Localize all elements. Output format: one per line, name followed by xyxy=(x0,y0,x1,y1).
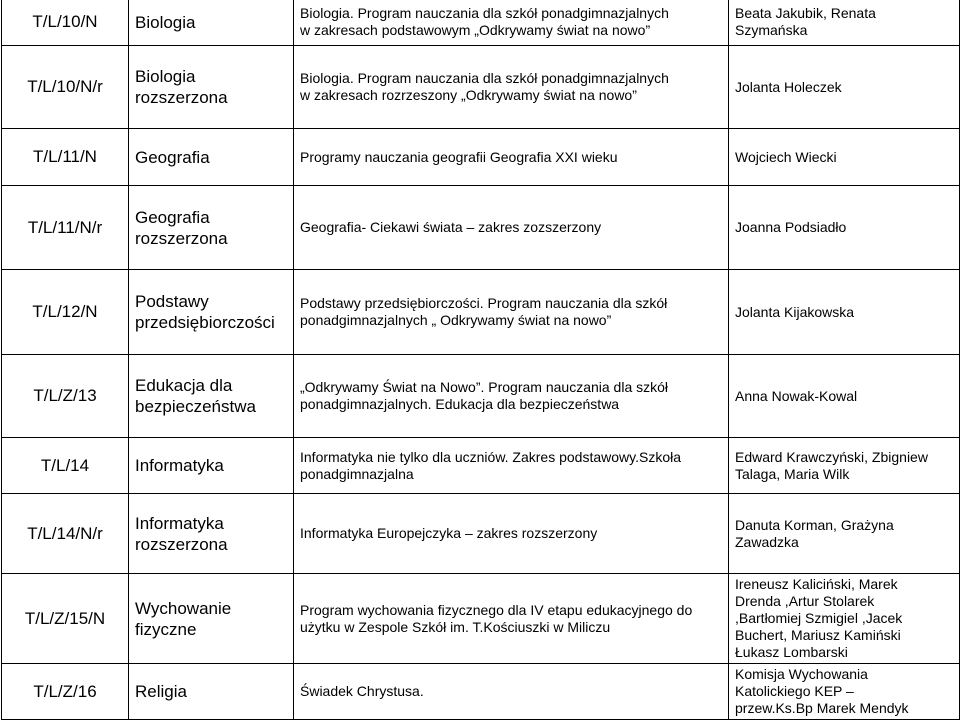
authors-cell xyxy=(729,574,960,664)
table-row xyxy=(2,46,960,129)
program-code: T/L/12/N xyxy=(32,302,98,321)
table-row xyxy=(2,438,960,494)
program-code: T/L/Z/15/N xyxy=(24,608,106,628)
program-title-cell xyxy=(294,438,729,494)
authors-cell xyxy=(729,355,960,438)
table-row xyxy=(2,494,960,574)
program-authors: Wojciech Wiecki xyxy=(735,148,837,165)
subject-cell xyxy=(129,574,294,664)
program-title: Biologia. Program nauczania dla szkół ponadgimnazjalnych w zakresach rozrzeszony „Odkrywamy świat na nowo” xyxy=(300,70,669,103)
program-authors: Jolanta Holeczek xyxy=(735,78,842,95)
subject-name: Podstawy przedsiębiorczości xyxy=(135,292,275,332)
program-title: Informatyka nie tylko dla uczniów. Zakres podstawowy.Szkoła ponadgimnazjalna xyxy=(300,448,682,482)
program-code: T/L/Z/13 xyxy=(33,386,97,405)
table-row xyxy=(2,574,960,664)
program-title: Informatyka Europejczyka – zakres rozszerzony xyxy=(300,525,598,541)
program-title: Świadek Chrystusa. xyxy=(300,683,424,699)
program-title-cell xyxy=(294,129,729,186)
program-code-cell xyxy=(2,355,129,438)
program-title: „Odkrywamy Świat na Nowo”. Program nauczania dla szkół ponadgimnazjalnych. Edukacja dla bezpieczeństwa xyxy=(300,379,669,412)
program-title-cell xyxy=(294,355,729,438)
program-authors: Ireneusz Kaliciński, Marek Drenda ,Artur Stolarek ,Bartłomiej Szmigiel ,Jacek Buchert, Mariusz Kamiński Łukasz Lombarski xyxy=(735,576,903,660)
subject-name: Geografia xyxy=(135,147,210,167)
subject-name: Informatyka rozszerzona xyxy=(135,513,228,554)
authors-cell xyxy=(729,664,960,720)
program-title: Program wychowania fizycznego dla IV etapu edukacyjnego do użytku w Zespole Szkół im. T.Kościuszki w Miliczu xyxy=(300,601,693,635)
program-title: Podstawy przedsiębiorczości. Program nauczania dla szkół ponadgimnazjalnych „ Odkrywamy świat na nowo” xyxy=(300,295,668,328)
program-code: T/L/Z/16 xyxy=(33,681,97,701)
program-title-cell xyxy=(294,664,729,720)
program-code: T/L/10/N/r xyxy=(27,77,103,96)
program-code-cell xyxy=(2,186,129,270)
program-code: T/L/11/N/r xyxy=(27,217,103,237)
authors-cell xyxy=(729,186,960,270)
program-code-cell xyxy=(2,0,129,46)
subject-name: Biologia rozszerzona xyxy=(135,67,228,107)
subject-cell xyxy=(129,355,294,438)
program-title-cell xyxy=(294,46,729,129)
authors-cell xyxy=(729,0,960,46)
subject-name: Edukacja dla bezpieczeństwa xyxy=(135,376,256,416)
subject-cell xyxy=(129,129,294,186)
program-authors: Danuta Korman, Grażyna Zawadzka xyxy=(735,516,894,550)
table-row xyxy=(2,129,960,186)
subject-cell xyxy=(129,270,294,355)
subject-name: Biologia xyxy=(135,12,196,32)
subject-name: Informatyka xyxy=(135,456,224,475)
subject-cell xyxy=(129,46,294,129)
program-code: T/L/14 xyxy=(40,455,90,475)
subject-name: Wychowanie fizyczne xyxy=(135,598,232,639)
program-code-cell xyxy=(2,438,129,494)
program-title-cell xyxy=(294,270,729,355)
subject-cell xyxy=(129,664,294,720)
subject-cell xyxy=(129,0,294,46)
program-code: T/L/11/N xyxy=(33,147,97,166)
program-code: T/L/10/N xyxy=(32,12,98,31)
curriculum-programs-table xyxy=(1,0,960,720)
authors-cell xyxy=(729,270,960,355)
subject-cell xyxy=(129,186,294,270)
subject-name: Geografia rozszerzona xyxy=(135,207,228,248)
table-row xyxy=(2,355,960,438)
program-code-cell xyxy=(2,664,129,720)
program-authors: Jolanta Kijakowska xyxy=(735,303,855,320)
program-title-cell xyxy=(294,494,729,574)
table-row xyxy=(2,270,960,355)
table-row xyxy=(2,0,960,46)
authors-cell xyxy=(729,129,960,186)
table-row xyxy=(2,186,960,270)
authors-cell xyxy=(729,438,960,494)
authors-cell xyxy=(729,494,960,574)
subject-cell xyxy=(129,438,294,494)
subject-name: Religia xyxy=(135,682,187,701)
program-title-cell xyxy=(294,186,729,270)
program-title: Programy nauczania geografii Geografia XXI wieku xyxy=(300,148,618,165)
program-code-cell xyxy=(2,574,129,664)
program-code-cell xyxy=(2,494,129,574)
subject-cell xyxy=(129,494,294,574)
program-code-cell xyxy=(2,46,129,129)
program-code: T/L/14/N/r xyxy=(27,523,103,543)
table-body xyxy=(2,0,960,720)
program-authors: Beata Jakubik, Renata Szymańska xyxy=(735,5,876,38)
program-authors: Anna Nowak-Kowal xyxy=(735,387,858,404)
authors-cell xyxy=(729,46,960,129)
program-authors: Edward Krawczyński, Zbigniew Talaga, Maria Wilk xyxy=(735,448,928,482)
program-code-cell xyxy=(2,129,129,186)
program-code-cell xyxy=(2,270,129,355)
program-title-cell xyxy=(294,0,729,46)
program-title-cell xyxy=(294,574,729,664)
program-authors: Joanna Podsiadło xyxy=(735,219,847,235)
program-title: Geografia- Ciekawi świata – zakres zozszerzony xyxy=(300,219,602,235)
program-title: Biologia. Program nauczania dla szkół ponadgimnazjalnych w zakresach podstawowym „Odkrywamy świat na nowo” xyxy=(300,5,669,38)
program-authors: Komisja Wychowania Katolickiego KEP – przew.Ks.Bp Marek Mendyk xyxy=(735,666,909,716)
table-row xyxy=(2,664,960,720)
